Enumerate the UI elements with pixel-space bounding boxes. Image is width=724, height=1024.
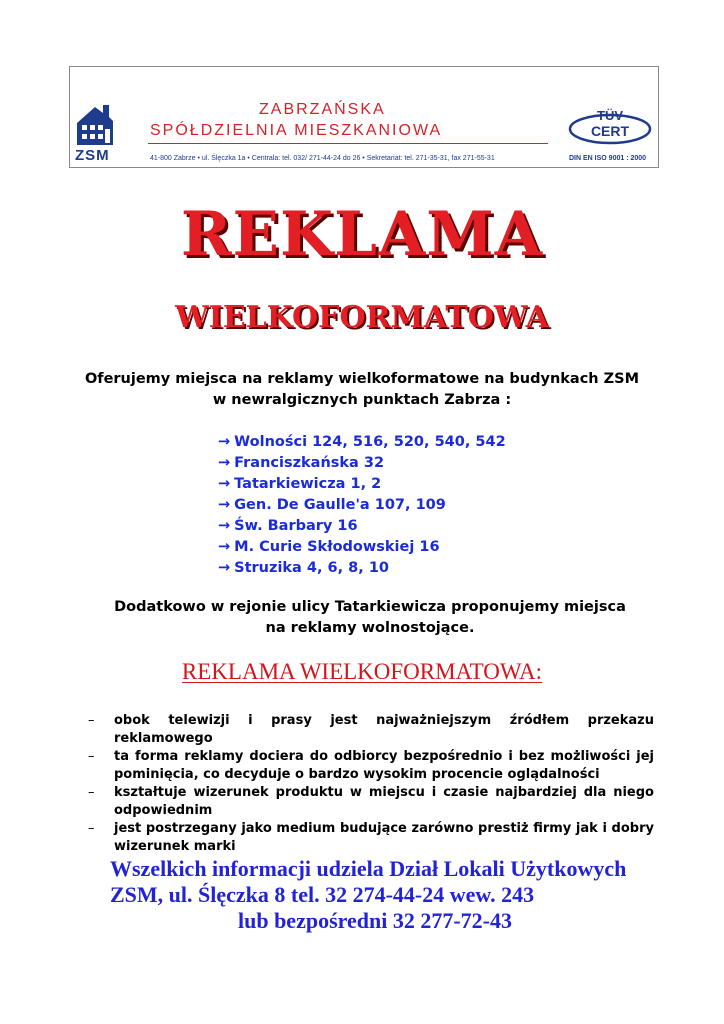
- arrow-icon: →: [218, 518, 231, 534]
- section-heading: REKLAMA WIELKOFORMATOWA:: [181, 659, 543, 684]
- location-item: [218, 516, 506, 537]
- location-label: Franciszkańska 32: [234, 455, 385, 471]
- location-label: Tatarkiewicza 1, 2: [234, 476, 382, 492]
- arrow-icon: →: [218, 476, 231, 492]
- arrow-icon: →: [218, 497, 231, 513]
- benefit-text: jest postrzegany jako medium budujące zarówno prestiż firmy jak i dobry wizerunek marki: [114, 821, 654, 854]
- location-list: [218, 432, 506, 579]
- letterhead: [69, 66, 659, 168]
- benefit-item: [88, 748, 654, 784]
- svg-text:TÜV: TÜV: [597, 108, 623, 123]
- arrow-icon: →: [218, 539, 231, 555]
- benefit-text: kształtuje wizerunek produktu w miejscu i czasie najbardziej dla niego odpowiednim: [114, 785, 654, 818]
- extra-line: Dodatkowo w rejonie ulicy Tatarkiewicza proponujemy miejsca: [114, 599, 626, 615]
- location-item: [218, 453, 506, 474]
- org-name-line2: SPÓŁDZIELNIA MIESZKANIOWA: [150, 122, 443, 139]
- benefits-list: [88, 712, 654, 856]
- iso-cert-text: DIN EN ISO 9001 : 2000: [569, 155, 647, 162]
- benefit-item: [88, 784, 654, 820]
- arrow-icon: →: [218, 560, 231, 576]
- org-address: 41-800 Zabrze • ul. Ślęczka 1a • Centrala: tel. 032/ 271-44-24 do 26 • Sekretariat: tel. 271-35-31, fax 271-55-31: [150, 155, 495, 162]
- main-title: REKLAMA: [180, 199, 544, 270]
- extra-line: na reklamy wolnostojące.: [265, 620, 475, 636]
- arrow-icon: →: [218, 455, 231, 471]
- location-label: Struzika 4, 6, 8, 10: [234, 560, 390, 576]
- benefit-text: ta forma reklamy dociera do odbiorcy bezpośrednio i bez możliwości jej pominięcia, co decyduje o bardzo wysokim procencie oglądalności: [114, 749, 654, 782]
- location-label: M. Curie Skłodowskiej 16: [234, 539, 440, 555]
- dash-bullet: –: [88, 749, 95, 764]
- logo-text: ZSM: [75, 147, 110, 164]
- benefit-item: [88, 820, 654, 856]
- contact-line: Wszelkich informacji udziela Dział Lokali Użytkowych: [110, 856, 627, 881]
- extra-offer-text: [100, 597, 640, 639]
- arrow-icon: →: [218, 434, 231, 450]
- dash-bullet: –: [88, 821, 95, 836]
- intro-text: [60, 369, 664, 411]
- location-label: Gen. De Gaulle'a 107, 109: [234, 497, 446, 513]
- location-item: [218, 495, 506, 516]
- location-item: [218, 432, 506, 453]
- dash-bullet: –: [88, 785, 95, 800]
- org-divider: [148, 143, 548, 144]
- location-item: [218, 558, 506, 579]
- dash-bullet: –: [88, 713, 95, 728]
- intro-line: w newralgicznych punktach Zabrza :: [212, 392, 512, 408]
- location-label: Wolności 124, 516, 520, 540, 542: [234, 434, 506, 450]
- contact-info: [110, 856, 640, 934]
- location-item: [218, 474, 506, 495]
- location-label: Św. Barbary 16: [234, 518, 358, 534]
- benefit-item: [88, 712, 654, 748]
- intro-line: Oferujemy miejsca na reklamy wielkoformatowe na budynkach ZSM: [84, 371, 640, 387]
- org-name-line1: ZABRZAŃSKA: [259, 101, 386, 118]
- contact-line: lub bezpośredni 32 277-72-43: [237, 908, 512, 933]
- contact-line: ZSM, ul. Ślęczka 8 tel. 32 274-44-24 wew. 243: [110, 882, 535, 907]
- svg-text:CERT: CERT: [590, 123, 630, 139]
- tuv-cert-logo: [566, 105, 654, 149]
- sub-title: WIELKOFORMATOWA: [175, 300, 549, 335]
- benefit-text: obok telewizji i prasy jest najważniejszym źródłem przekazu reklamowego: [114, 713, 654, 746]
- location-item: [218, 537, 506, 558]
